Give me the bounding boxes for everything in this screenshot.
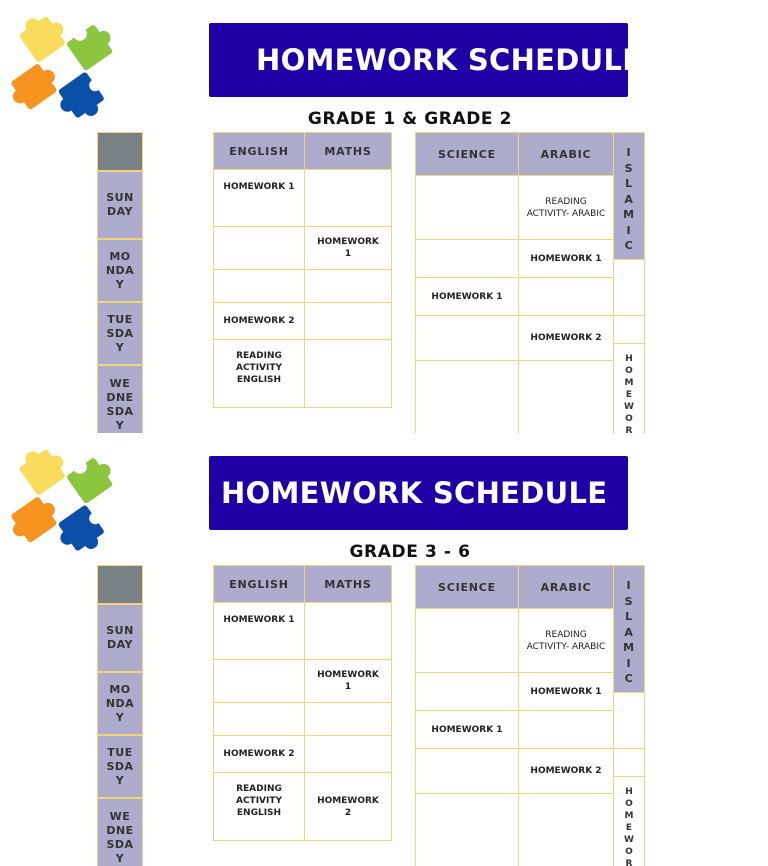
maths-row-1 (304, 602, 392, 660)
maths-row-5 (304, 339, 392, 408)
science-row-4 (415, 315, 519, 361)
header-maths: MATHS (304, 565, 392, 603)
islamic-row-2 (613, 748, 645, 777)
arabic-row-3 (518, 277, 614, 316)
arabic-row-5 (518, 793, 614, 866)
maths-row-5: HOMEWORK 2 (304, 772, 392, 841)
maths-row-3 (304, 702, 392, 736)
science-row-1 (415, 175, 519, 240)
day-wednesday: WE DNE SDA Y (97, 365, 143, 433)
day-column-corner (97, 132, 143, 171)
header-science: SCIENCE (415, 132, 519, 176)
english-row-1: HOMEWORK 1 (213, 602, 305, 660)
day-sunday: SUN DAY (97, 604, 143, 672)
puzzle-logo-icon (8, 439, 130, 561)
header-arabic: ARABIC (518, 132, 614, 176)
day-tuesday: TUE SDA Y (97, 735, 143, 798)
maths-row-4 (304, 735, 392, 773)
day-monday: MO NDA Y (97, 239, 143, 302)
maths-row-3 (304, 269, 392, 303)
english-row-3 (213, 702, 305, 736)
science-row-2 (415, 672, 519, 711)
header-maths: MATHS (304, 132, 392, 170)
header-arabic: ARABIC (518, 565, 614, 609)
puzzle-logo-icon (8, 6, 130, 128)
arabic-row-3 (518, 710, 614, 749)
islamic-row-1 (613, 259, 645, 316)
arabic-row-4: HOMEWORK 2 (518, 315, 614, 361)
english-row-4: HOMEWORK 2 (213, 735, 305, 773)
arabic-row-2: HOMEWORK 1 (518, 672, 614, 711)
schedule-title: HOMEWORK SCHEDULE (221, 476, 608, 510)
english-row-2 (213, 226, 305, 270)
english-row-3 (213, 269, 305, 303)
header-english: ENGLISH (213, 565, 305, 603)
maths-row-2: HOMEWORK 1 (304, 659, 392, 703)
science-row-5 (415, 360, 519, 433)
science-row-3: HOMEWORK 1 (415, 277, 519, 316)
islamic-homework-vertical: H O M E W O R (613, 776, 645, 866)
grade-heading: GRADE 1 & GRADE 2 (307, 109, 513, 129)
header-islamic: I S L A M I C (613, 132, 645, 260)
english-row-2 (213, 659, 305, 703)
maths-row-1 (304, 169, 392, 227)
grade-heading: GRADE 3 - 6 (349, 542, 471, 562)
day-tuesday: TUE SDA Y (97, 302, 143, 365)
english-row-5: READING ACTIVITY ENGLISH (213, 772, 305, 841)
schedule-title: HOMEWORK SCHEDULE (256, 43, 643, 77)
header-islamic: I S L A M I C (613, 565, 645, 693)
day-monday: MO NDA Y (97, 672, 143, 735)
day-column-corner (97, 565, 143, 604)
english-row-1: HOMEWORK 1 (213, 169, 305, 227)
header-english: ENGLISH (213, 132, 305, 170)
header-science: SCIENCE (415, 565, 519, 609)
science-row-2 (415, 239, 519, 278)
schedule-section-grade-3-6 (0, 433, 768, 866)
arabic-row-4: HOMEWORK 2 (518, 748, 614, 794)
science-row-5 (415, 793, 519, 866)
islamic-row-1 (613, 692, 645, 749)
islamic-homework-vertical: H O M E W O R (613, 343, 645, 433)
schedule-title-banner (209, 456, 628, 530)
schedule-title-banner (209, 23, 643, 97)
arabic-row-1: READING ACTIVITY- ARABIC (518, 175, 614, 240)
day-sunday: SUN DAY (97, 171, 143, 239)
english-row-4: HOMEWORK 2 (213, 302, 305, 340)
maths-row-2: HOMEWORK 1 (304, 226, 392, 270)
science-row-3: HOMEWORK 1 (415, 710, 519, 749)
islamic-row-2 (613, 315, 645, 344)
arabic-row-1: READING ACTIVITY- ARABIC (518, 608, 614, 673)
day-wednesday: WE DNE SDA Y (97, 798, 143, 866)
arabic-row-2: HOMEWORK 1 (518, 239, 614, 278)
english-row-5: READING ACTIVITY ENGLISH (213, 339, 305, 408)
science-row-1 (415, 608, 519, 673)
arabic-row-5 (518, 360, 614, 433)
maths-row-4 (304, 302, 392, 340)
science-row-4 (415, 748, 519, 794)
